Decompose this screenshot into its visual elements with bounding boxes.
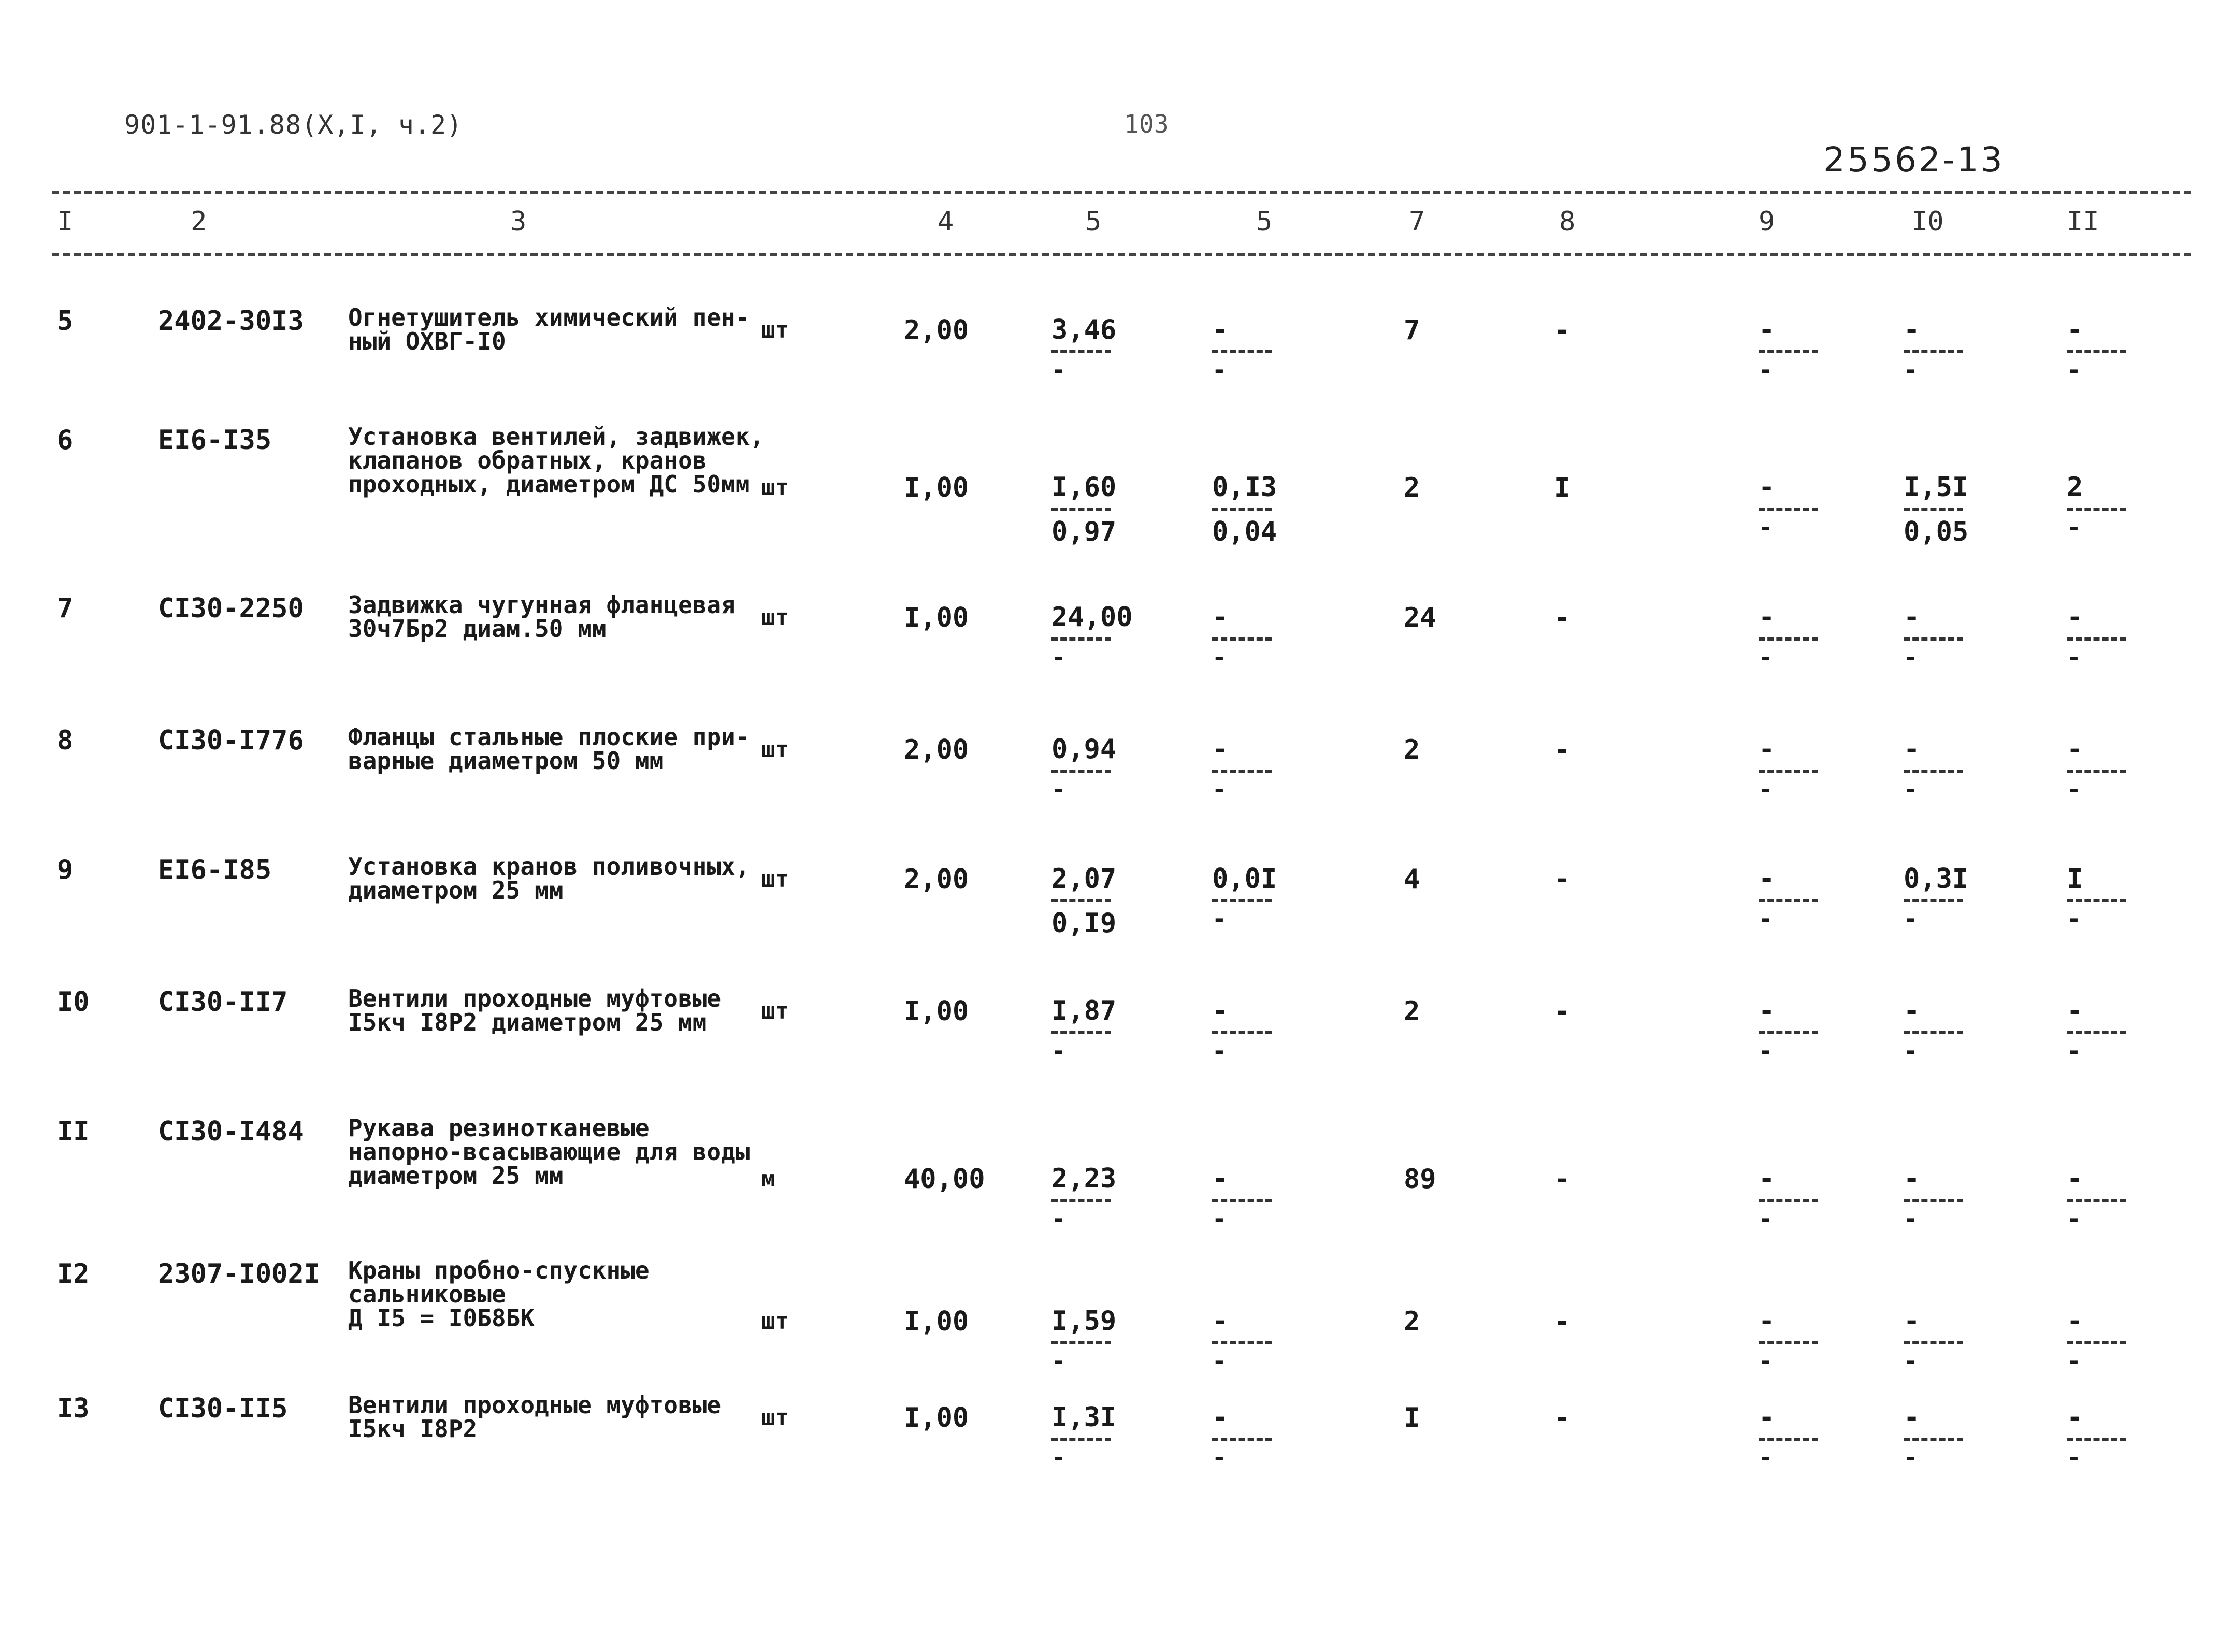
- col10-value-fraction-bar: [1904, 1199, 1963, 1202]
- col8-value: -: [1554, 996, 1571, 1027]
- col11-value-fraction-bar: [2067, 770, 2126, 773]
- unit-of-measure: шт: [761, 1404, 789, 1431]
- total-cost: 2: [1404, 996, 1420, 1027]
- total-cost: 4: [1404, 864, 1420, 895]
- total-cost: 7: [1404, 315, 1420, 346]
- col10-value-denominator: -: [1904, 1347, 1918, 1375]
- col9-value-numerator: -: [1759, 1306, 1775, 1337]
- col11-value-denominator: -: [2067, 1347, 2081, 1375]
- col10-value-denominator: -: [1904, 1037, 1918, 1065]
- unit-cost-numerator: 3,46: [1051, 314, 1117, 345]
- unit-cost-denominator: 0,I9: [1051, 908, 1117, 939]
- col10-value-numerator: -: [1904, 1306, 1920, 1337]
- unit-cost-numerator: I,87: [1051, 995, 1117, 1026]
- col11-value-fraction-bar: [2067, 508, 2126, 511]
- col9-value-denominator: -: [1759, 643, 1773, 671]
- col9-value-numerator: -: [1759, 1402, 1775, 1433]
- unit-cost-numerator: I,60: [1051, 472, 1117, 503]
- col10-value-numerator: 0,3I: [1904, 863, 1969, 894]
- unit-cost: [1051, 864, 1129, 938]
- col9-value-numerator: -: [1759, 314, 1775, 345]
- col11-value-denominator: -: [2067, 356, 2081, 384]
- item-description: Вентили проходные муфтовые I5кч I8P2 диаметром 25 мм: [348, 984, 722, 1036]
- quantity: 2,00: [904, 864, 969, 895]
- col9-value-fraction-bar: [1759, 637, 1818, 641]
- unit-cost-denominator: -: [1051, 643, 1066, 671]
- col9-value: [1759, 314, 1836, 384]
- column-number: 2: [191, 206, 207, 237]
- item-description: Установка вентилей, задвижек, клапанов обратных, кранов проходных, диаметром ДС 50мм: [348, 423, 765, 498]
- machine-cost-numerator: -: [1212, 602, 1229, 633]
- col11-value-numerator: -: [2067, 1306, 2083, 1337]
- col9-value-fraction-bar: [1759, 1438, 1818, 1441]
- unit-of-measure: шт: [761, 866, 789, 892]
- quantity: I,00: [904, 602, 969, 633]
- unit-cost-denominator: -: [1051, 1347, 1066, 1375]
- col11-value-numerator: -: [2067, 995, 2083, 1026]
- col10-value: [1904, 995, 1981, 1065]
- col11-value: [2067, 863, 2144, 933]
- col10-value-denominator: -: [1904, 775, 1918, 803]
- machine-cost: [1212, 734, 1290, 803]
- machine-cost-denominator: -: [1212, 775, 1227, 803]
- row-number: I2: [57, 1258, 90, 1289]
- col11-value-fraction-bar: [2067, 637, 2126, 641]
- col10-value-numerator: -: [1904, 734, 1920, 765]
- col11-value: [2067, 472, 2144, 541]
- unit-of-measure: шт: [761, 604, 789, 631]
- col10-value-numerator: -: [1904, 314, 1920, 345]
- row-number: 8: [57, 725, 74, 756]
- col10-value-denominator: -: [1904, 1205, 1918, 1233]
- unit-of-measure: шт: [761, 474, 789, 501]
- col11-value-denominator: -: [2067, 775, 2081, 803]
- row-number: 6: [57, 425, 74, 456]
- item-description: Фланцы стальные плоские при- варные диаметром 50 мм: [348, 723, 750, 775]
- col9-value-fraction-bar: [1759, 1031, 1818, 1034]
- machine-cost-denominator: 0,04: [1212, 516, 1277, 547]
- price-code: 2402-30I3: [158, 306, 304, 337]
- row-number: II: [57, 1116, 90, 1147]
- column-number: I0: [1911, 206, 1944, 237]
- col11-value: [2067, 734, 2144, 803]
- unit-cost-denominator: -: [1051, 1443, 1066, 1471]
- col10-value: [1904, 863, 1981, 933]
- unit-cost-numerator: I,59: [1051, 1306, 1117, 1337]
- col9-value: [1759, 734, 1836, 803]
- price-code: 2307-I002I: [158, 1258, 321, 1289]
- machine-cost-fraction-bar: [1212, 1031, 1272, 1034]
- col10-value: [1904, 1163, 1981, 1233]
- price-code: CI30-II5: [158, 1393, 288, 1424]
- unit-cost-denominator: -: [1051, 356, 1066, 384]
- machine-cost-fraction-bar: [1212, 637, 1272, 641]
- quantity: I,00: [904, 1402, 969, 1433]
- machine-cost-numerator: -: [1212, 1163, 1229, 1194]
- item-description: Вентили проходные муфтовые I5кч I8P2: [348, 1391, 722, 1443]
- col11-value-numerator: -: [2067, 602, 2083, 633]
- col9-value-fraction-bar: [1759, 770, 1818, 773]
- col9-value-denominator: -: [1759, 356, 1773, 384]
- col10-value: [1904, 314, 1981, 384]
- col10-value-denominator: -: [1904, 905, 1918, 933]
- col9-value: [1759, 1306, 1836, 1375]
- col9-value: [1759, 1163, 1836, 1233]
- machine-cost-fraction-bar: [1212, 1438, 1272, 1441]
- machine-cost: [1212, 314, 1290, 384]
- item-description: Задвижка чугунная фланцевая 30ч7Бр2 диам.50 мм: [348, 591, 736, 643]
- column-number: 9: [1759, 206, 1775, 237]
- total-cost: 2: [1404, 472, 1420, 503]
- row-number: I3: [57, 1393, 90, 1424]
- col10-value-fraction-bar: [1904, 1031, 1963, 1034]
- col11-value: [2067, 1306, 2144, 1375]
- unit-cost-fraction-bar: [1051, 1031, 1111, 1034]
- unit-cost-numerator: 2,07: [1051, 863, 1117, 894]
- price-code: EI6-I85: [158, 854, 272, 886]
- machine-cost-denominator: -: [1212, 905, 1227, 933]
- column-number: 5: [1256, 206, 1273, 237]
- unit-of-measure: шт: [761, 998, 789, 1024]
- unit-cost: [1051, 1163, 1129, 1233]
- col10-value-denominator: 0,05: [1904, 516, 1969, 547]
- machine-cost: [1212, 1402, 1290, 1471]
- header-top-rule: [52, 191, 2191, 194]
- price-code: CI30-2250: [158, 593, 304, 624]
- total-cost: 2: [1404, 1306, 1420, 1337]
- total-cost: 2: [1404, 734, 1420, 765]
- col11-value: [2067, 602, 2144, 671]
- col10-value-fraction-bar: [1904, 770, 1963, 773]
- unit-cost-numerator: 2,23: [1051, 1163, 1117, 1194]
- machine-cost-numerator: -: [1212, 1402, 1229, 1433]
- col9-value: [1759, 472, 1836, 541]
- machine-cost-denominator: -: [1212, 1443, 1227, 1471]
- col11-value-numerator: -: [2067, 1402, 2083, 1433]
- col9-value-numerator: -: [1759, 1163, 1775, 1194]
- col10-value-fraction-bar: [1904, 899, 1963, 902]
- unit-cost: [1051, 602, 1133, 671]
- machine-cost-fraction-bar: [1212, 508, 1272, 511]
- col11-value-denominator: -: [2067, 643, 2081, 671]
- unit-cost-fraction-bar: [1051, 770, 1111, 773]
- col9-value: [1759, 995, 1836, 1065]
- unit-cost-fraction-bar: [1051, 899, 1111, 902]
- col9-value: [1759, 1402, 1836, 1471]
- col8-value: I: [1554, 472, 1571, 503]
- quantity: 40,00: [904, 1164, 985, 1195]
- col10-value-fraction-bar: [1904, 1438, 1963, 1441]
- total-cost: 89: [1404, 1164, 1436, 1195]
- page-number: 103: [1124, 110, 1169, 139]
- header-bottom-rule: [52, 253, 2191, 256]
- col11-value-numerator: 2: [2067, 472, 2083, 503]
- machine-cost-denominator: -: [1212, 643, 1227, 671]
- col10-value-numerator: -: [1904, 1163, 1920, 1194]
- machine-cost-numerator: -: [1212, 734, 1229, 765]
- col11-value: [2067, 314, 2144, 384]
- unit-cost-fraction-bar: [1051, 1438, 1111, 1441]
- col10-value: [1904, 1306, 1981, 1375]
- col11-value-fraction-bar: [2067, 1031, 2126, 1034]
- unit-cost-numerator: 24,00: [1051, 602, 1133, 633]
- col9-value: [1759, 863, 1836, 933]
- unit-of-measure: шт: [761, 736, 789, 763]
- col9-value-fraction-bar: [1759, 508, 1818, 511]
- total-cost: 24: [1404, 602, 1436, 633]
- machine-cost-denominator: -: [1212, 356, 1227, 384]
- item-description: Краны пробно-спускные сальниковые Д I5 = I0Б8БК: [348, 1256, 650, 1332]
- col8-value: -: [1554, 734, 1571, 765]
- machine-cost-numerator: 0,I3: [1212, 472, 1277, 503]
- unit-cost-fraction-bar: [1051, 1199, 1111, 1202]
- machine-cost: [1212, 863, 1290, 933]
- unit-cost-fraction-bar: [1051, 508, 1111, 511]
- quantity: 2,00: [904, 315, 969, 346]
- col10-value: [1904, 1402, 1981, 1471]
- col9-value-denominator: -: [1759, 1205, 1773, 1233]
- col9-value-numerator: -: [1759, 995, 1775, 1026]
- machine-cost: [1212, 995, 1290, 1065]
- col10-value-numerator: -: [1904, 602, 1920, 633]
- col11-value-denominator: -: [2067, 513, 2081, 541]
- row-number: 9: [57, 854, 74, 886]
- col11-value-fraction-bar: [2067, 350, 2126, 353]
- price-code: CI30-II7: [158, 987, 288, 1018]
- unit-cost: [1051, 314, 1129, 384]
- price-code: CI30-I776: [158, 725, 304, 756]
- row-number: 7: [57, 593, 74, 624]
- col10-value: [1904, 472, 1981, 547]
- col11-value-fraction-bar: [2067, 1199, 2126, 1202]
- item-description: Огнетушитель химический пен- ный ОХВГ-I0: [348, 303, 750, 355]
- col10-value-fraction-bar: [1904, 637, 1963, 641]
- col9-value-fraction-bar: [1759, 1341, 1818, 1344]
- unit-cost: [1051, 1402, 1129, 1471]
- col11-value-numerator: I: [2067, 863, 2083, 894]
- column-number: 3: [510, 206, 527, 237]
- unit-cost-numerator: I,3I: [1051, 1402, 1117, 1433]
- unit-cost: [1051, 995, 1129, 1065]
- col9-value: [1759, 602, 1836, 671]
- document-reference: 901-1-91.88(X,I, ч.2): [124, 110, 463, 140]
- col9-value-numerator: -: [1759, 602, 1775, 633]
- machine-cost-numerator: 0,0I: [1212, 863, 1277, 894]
- col8-value: -: [1554, 1164, 1571, 1195]
- col10-value-fraction-bar: [1904, 1341, 1963, 1344]
- quantity: 2,00: [904, 734, 969, 765]
- col11-value-fraction-bar: [2067, 1438, 2126, 1441]
- row-number: I0: [57, 987, 90, 1018]
- col10-value-fraction-bar: [1904, 508, 1963, 511]
- col10-value: [1904, 734, 1981, 803]
- machine-cost-denominator: -: [1212, 1037, 1227, 1065]
- machine-cost-fraction-bar: [1212, 350, 1272, 353]
- col8-value: -: [1554, 1402, 1571, 1433]
- col9-value-fraction-bar: [1759, 899, 1818, 902]
- unit-cost-numerator: 0,94: [1051, 734, 1117, 765]
- col11-value-fraction-bar: [2067, 1341, 2126, 1344]
- item-description: Установка кранов поливочных, диаметром 25 мм: [348, 852, 750, 904]
- unit-cost-fraction-bar: [1051, 637, 1111, 641]
- column-number: 5: [1085, 206, 1102, 237]
- col9-value-denominator: -: [1759, 513, 1773, 541]
- price-code: CI30-I484: [158, 1116, 304, 1147]
- unit-cost-denominator: -: [1051, 1037, 1066, 1065]
- col9-value-numerator: -: [1759, 734, 1775, 765]
- unit-cost: [1051, 472, 1129, 547]
- col10-value-denominator: -: [1904, 643, 1918, 671]
- unit-cost-denominator: 0,97: [1051, 516, 1117, 547]
- col11-value-denominator: -: [2067, 1443, 2081, 1471]
- unit-cost-denominator: -: [1051, 775, 1066, 803]
- machine-cost: [1212, 1306, 1290, 1375]
- machine-cost: [1212, 472, 1290, 547]
- column-number: II: [2067, 206, 2099, 237]
- machine-cost-denominator: -: [1212, 1347, 1227, 1375]
- col11-value-denominator: -: [2067, 1037, 2081, 1065]
- col11-value-numerator: -: [2067, 1163, 2083, 1194]
- col11-value-numerator: -: [2067, 314, 2083, 345]
- column-number: 7: [1409, 206, 1425, 237]
- col9-value-fraction-bar: [1759, 1199, 1818, 1202]
- machine-cost-fraction-bar: [1212, 899, 1272, 902]
- column-number: I: [57, 206, 74, 237]
- unit-of-measure: шт: [761, 1308, 789, 1335]
- quantity: I,00: [904, 472, 969, 503]
- col10-value-numerator: -: [1904, 1402, 1920, 1433]
- machine-cost-denominator: -: [1212, 1205, 1227, 1233]
- col11-value-fraction-bar: [2067, 899, 2126, 902]
- machine-cost: [1212, 1163, 1290, 1233]
- row-number: 5: [57, 306, 74, 337]
- col11-value: [2067, 1163, 2144, 1233]
- col11-value: [2067, 995, 2144, 1065]
- unit-cost-fraction-bar: [1051, 350, 1111, 353]
- col10-value-fraction-bar: [1904, 350, 1963, 353]
- total-cost: I: [1404, 1402, 1420, 1433]
- col10-value-denominator: -: [1904, 356, 1918, 384]
- quantity: I,00: [904, 996, 969, 1027]
- col11-value: [2067, 1402, 2144, 1471]
- machine-cost-numerator: -: [1212, 1306, 1229, 1337]
- quantity: I,00: [904, 1306, 969, 1337]
- handwritten-code: 25562-13: [1823, 140, 2005, 180]
- machine-cost-fraction-bar: [1212, 770, 1272, 773]
- price-code: EI6-I35: [158, 425, 272, 456]
- unit-cost-denominator: -: [1051, 1205, 1066, 1233]
- col9-value-numerator: -: [1759, 472, 1775, 503]
- unit-of-measure: шт: [761, 317, 789, 343]
- unit-cost-fraction-bar: [1051, 1341, 1111, 1344]
- item-description: Рукава резинотканевые напорно-всасывающие для воды диаметром 25 мм: [348, 1114, 750, 1190]
- unit-cost: [1051, 1306, 1129, 1375]
- col11-value-denominator: -: [2067, 905, 2081, 933]
- col10-value-numerator: -: [1904, 995, 1920, 1026]
- machine-cost-numerator: -: [1212, 314, 1229, 345]
- col8-value: -: [1554, 602, 1571, 633]
- col10-value-denominator: -: [1904, 1443, 1918, 1471]
- col9-value-denominator: -: [1759, 775, 1773, 803]
- col9-value-denominator: -: [1759, 1443, 1773, 1471]
- column-number: 8: [1559, 206, 1576, 237]
- col11-value-numerator: -: [2067, 734, 2083, 765]
- col10-value-numerator: I,5I: [1904, 472, 1969, 503]
- col8-value: -: [1554, 1306, 1571, 1337]
- machine-cost-fraction-bar: [1212, 1199, 1272, 1202]
- col9-value-denominator: -: [1759, 1037, 1773, 1065]
- col9-value-denominator: -: [1759, 1347, 1773, 1375]
- col9-value-denominator: -: [1759, 905, 1773, 933]
- col10-value: [1904, 602, 1981, 671]
- unit-cost: [1051, 734, 1129, 803]
- col8-value: -: [1554, 315, 1571, 346]
- col8-value: -: [1554, 864, 1571, 895]
- machine-cost-numerator: -: [1212, 995, 1229, 1026]
- machine-cost-fraction-bar: [1212, 1341, 1272, 1344]
- unit-of-measure: м: [761, 1166, 775, 1192]
- col9-value-numerator: -: [1759, 863, 1775, 894]
- column-number: 4: [938, 206, 954, 237]
- machine-cost: [1212, 602, 1290, 671]
- col9-value-fraction-bar: [1759, 350, 1818, 353]
- col11-value-denominator: -: [2067, 1205, 2081, 1233]
